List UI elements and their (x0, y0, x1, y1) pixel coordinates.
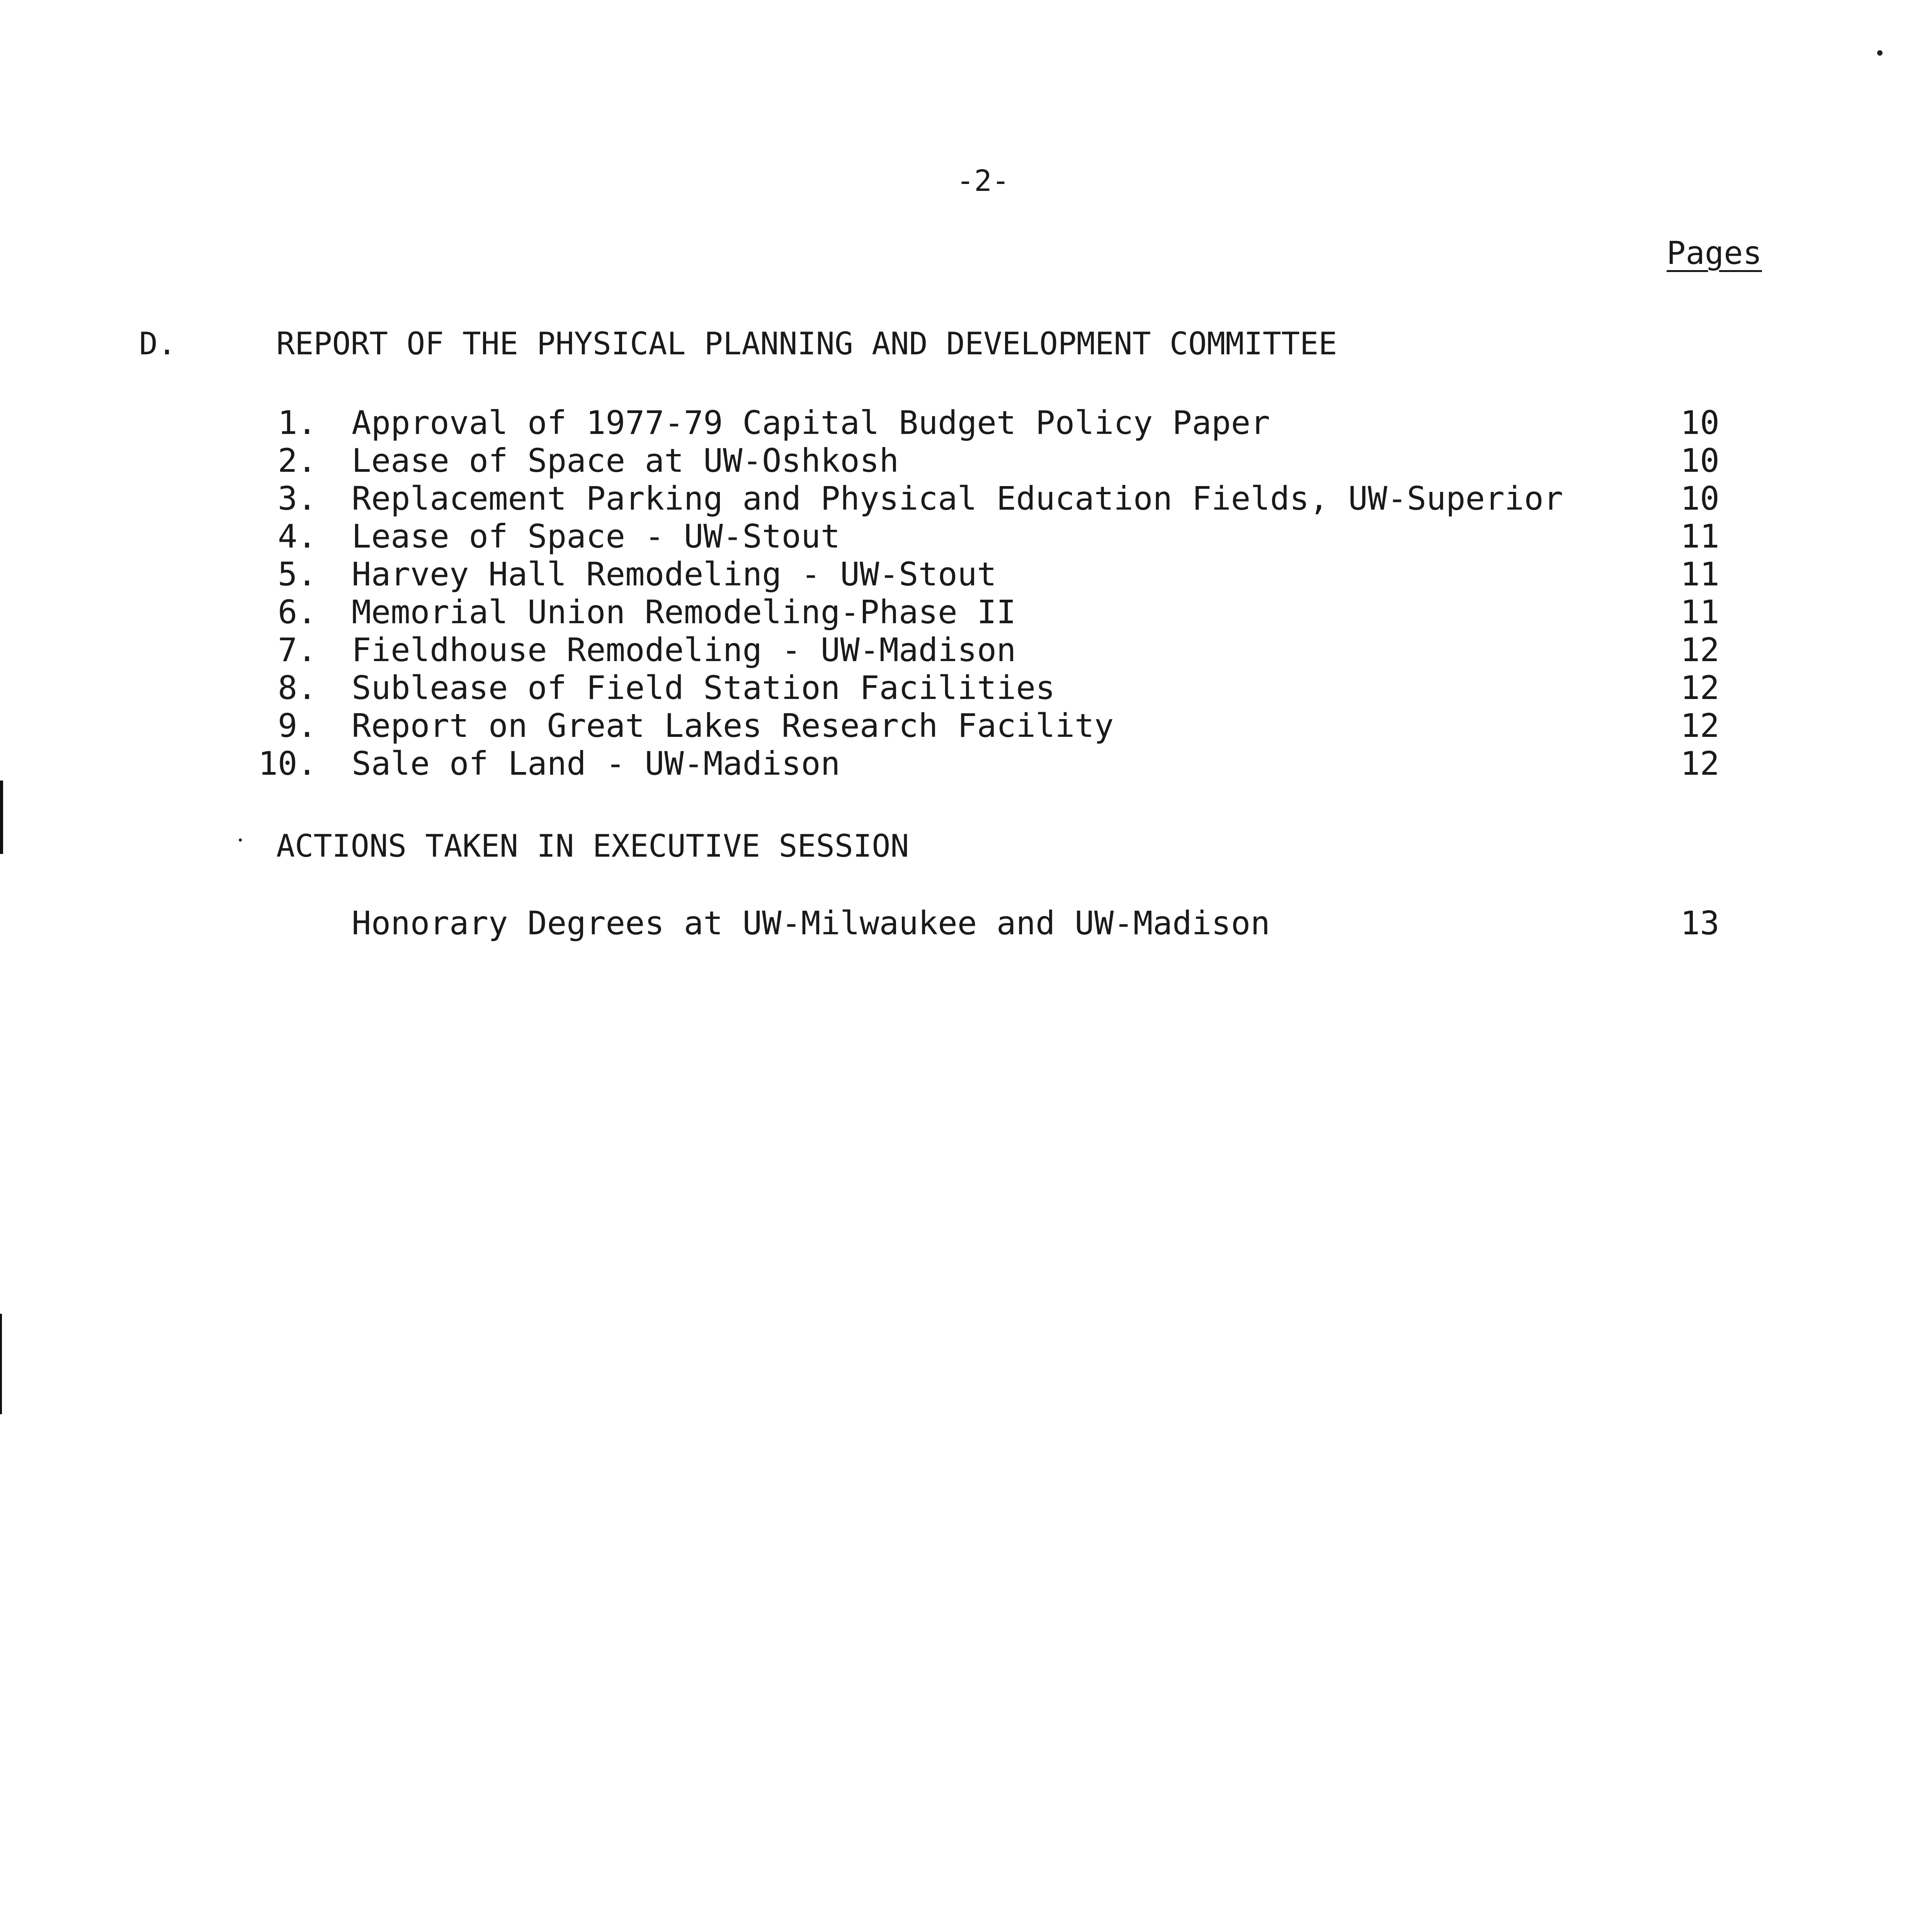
item-page: 10 (1680, 404, 1719, 442)
agenda-item (0, 593, 1932, 631)
scan-speck (1877, 50, 1883, 56)
item-number: 7. (277, 631, 317, 669)
item-label: Sublease of Field Station Facilities (352, 669, 1055, 707)
item-number: 1. (277, 404, 317, 442)
agenda-item (0, 631, 1932, 669)
agenda-item (0, 442, 1932, 480)
item-number: 8. (277, 669, 317, 707)
item-page: 11 (1680, 517, 1719, 555)
item-number: 3. (277, 480, 317, 517)
agenda-item-list (0, 404, 1932, 782)
item-label: Replacement Parking and Physical Education Fields, UW-Superior (352, 480, 1563, 517)
item-page: 13 (1680, 904, 1719, 942)
section-letter: D. (139, 326, 177, 362)
item-label: Report on Great Lakes Research Facility (352, 707, 1114, 745)
agenda-item (0, 517, 1932, 555)
agenda-item (0, 707, 1932, 745)
item-page: 12 (1680, 745, 1719, 782)
pages-column-heading-text: Pages (1667, 235, 1762, 272)
item-label: Sale of Land - UW-Madison (352, 745, 840, 782)
item-label: Memorial Union Remodeling-Phase II (352, 593, 1016, 631)
scan-edge-mark (0, 781, 3, 854)
page-number: -2- (956, 163, 1010, 198)
agenda-item (0, 555, 1932, 593)
item-number: 5. (277, 555, 317, 593)
item-page: 12 (1680, 631, 1719, 669)
agenda-item (0, 669, 1932, 707)
executive-session-item (0, 904, 1932, 942)
item-page: 10 (1680, 480, 1719, 517)
item-page: 12 (1680, 707, 1719, 745)
scan-speck (239, 838, 242, 842)
item-page: 10 (1680, 442, 1719, 480)
executive-session-title: ACTIONS TAKEN IN EXECUTIVE SESSION (276, 828, 909, 864)
item-label: Approval of 1977-79 Capital Budget Policy Paper (352, 404, 1270, 442)
item-number: 4. (277, 517, 317, 555)
item-label: Fieldhouse Remodeling - UW-Madison (352, 631, 1016, 669)
item-page: 12 (1680, 669, 1719, 707)
item-label: Lease of Space - UW-Stout (352, 517, 840, 555)
item-label: Lease of Space at UW-Oshkosh (352, 442, 899, 480)
item-label: Honorary Degrees at UW-Milwaukee and UW-Madison (352, 904, 1270, 942)
agenda-item (0, 745, 1932, 782)
agenda-item (0, 404, 1932, 442)
item-number: 6. (277, 593, 317, 631)
item-page: 11 (1680, 555, 1719, 593)
scan-edge-mark (0, 1314, 2, 1414)
agenda-item (0, 480, 1932, 517)
item-number: 9. (277, 707, 317, 745)
item-number: 2. (277, 442, 317, 480)
item-label: Harvey Hall Remodeling - UW-Stout (352, 555, 997, 593)
pages-column-heading (1623, 235, 1762, 272)
item-number: 10. (258, 745, 317, 782)
item-page: 11 (1680, 593, 1719, 631)
section-title: REPORT OF THE PHYSICAL PLANNING AND DEVELOPMENT COMMITTEE (276, 326, 1337, 362)
